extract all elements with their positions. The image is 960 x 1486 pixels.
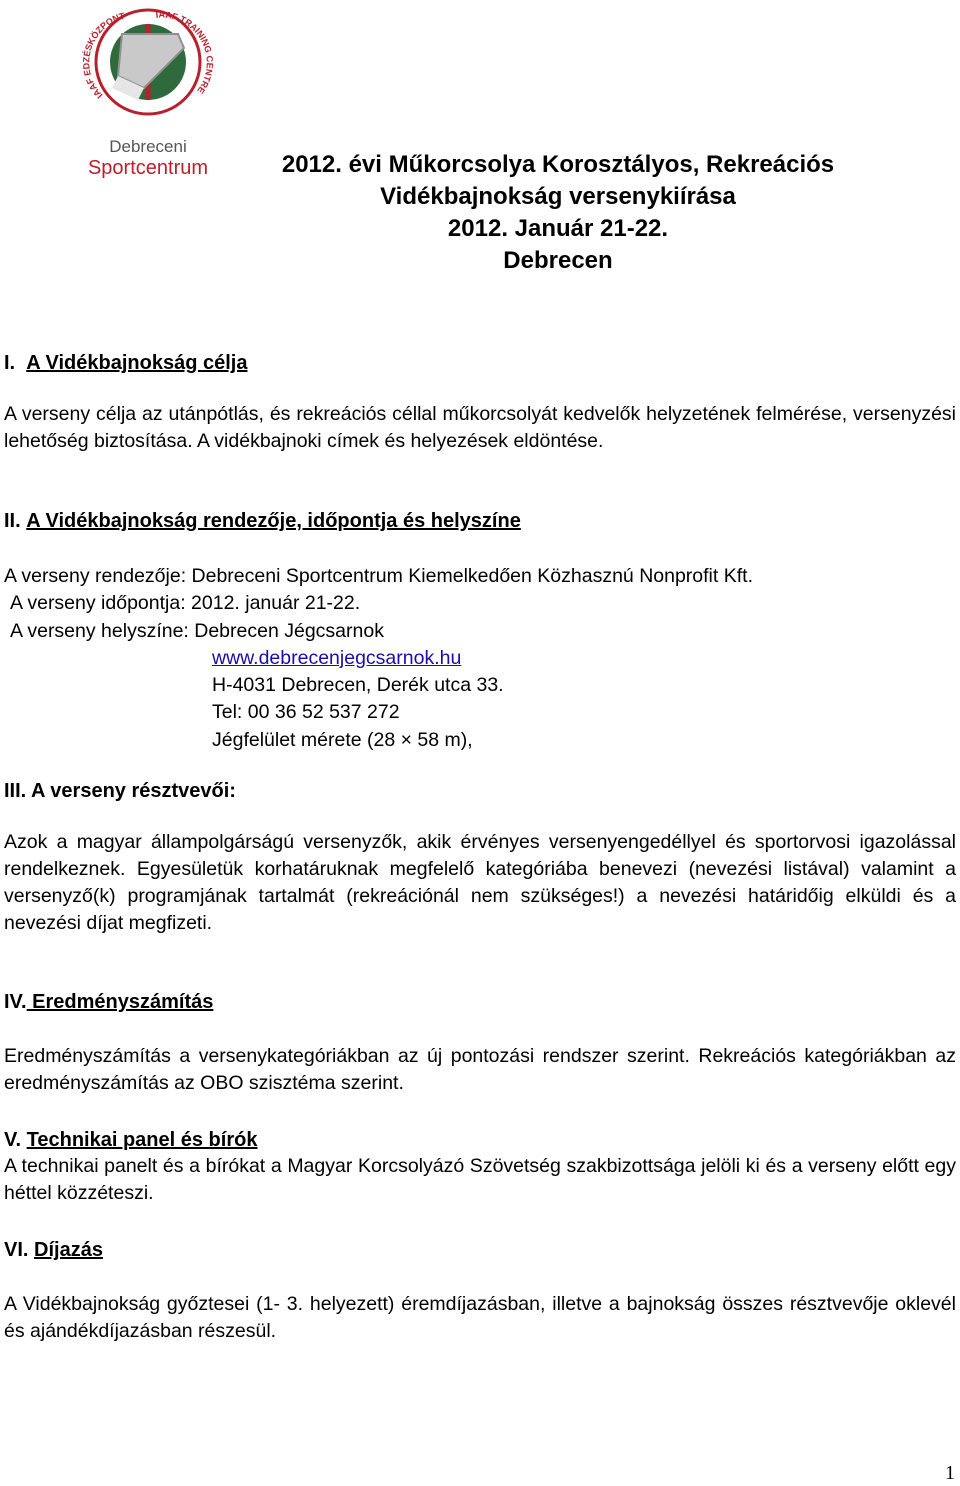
title-line-4: Debrecen xyxy=(503,247,613,274)
venue-address: H-4031 Debrecen, Derék utca 33. xyxy=(212,674,504,696)
section-4-number: IV. xyxy=(4,991,27,1013)
section-4-title: Eredményszámítás xyxy=(26,991,214,1013)
rink-size: Jégfelület mérete (28 × 58 m), xyxy=(212,729,473,751)
section-2-heading xyxy=(4,508,521,534)
section-2-title: A Vidékbajnokság rendezője, időpontja és helyszíne xyxy=(26,510,521,532)
section-6-title: Díjazás xyxy=(34,1239,103,1261)
section-5-body: A technikai panelt és a bírókat a Magyar Korcsolyázó Szövetség szakbizottsága jelöli ki és a verseny előtt egy héttel közzéteszi. xyxy=(4,1155,956,1204)
logo-ring-text-left: IAAF EDZÉSKÖZPONT xyxy=(81,10,126,101)
section-6-number: VI. xyxy=(4,1239,29,1261)
section-4-body: Eredményszámítás a versenykategóriákban az új pontozási rendszer szerint. Rekreációs kategóriákban az eredményszámítás az OBO szisztéma szerint. xyxy=(4,1045,956,1094)
section-4-heading xyxy=(4,989,213,1015)
date-line: A verseny időpontja: 2012. január 21-22. xyxy=(10,592,361,614)
page-number: 1 xyxy=(945,1462,955,1484)
section-3-heading: III. A verseny résztvevői: xyxy=(4,780,236,802)
logo-ring-text-right: IAAF TRAINING CENTRE xyxy=(155,9,215,96)
title-line-2: Vidékbajnokság versenykiírása xyxy=(380,183,736,210)
section-5-number: V. xyxy=(4,1129,22,1151)
section-6-heading xyxy=(4,1237,103,1263)
logo-name-line1: Debreceni xyxy=(109,137,187,156)
organizer-line: A verseny rendezője: Debreceni Sportcentrum Kiemelkedően Közhasznú Nonprofit Kft. xyxy=(4,565,753,587)
logo-name-line2: Sportcentrum xyxy=(87,157,209,179)
section-2-number: II. xyxy=(4,510,21,532)
section-1-heading xyxy=(4,350,247,376)
section-1-number: I. xyxy=(4,352,16,374)
venue-line: A verseny helyszíne: Debrecen Jégcsarnok xyxy=(10,620,384,642)
title-line-1: 2012. évi Műkorcsolya Korosztályos, Rekreációs xyxy=(281,151,835,178)
section-1-body: A verseny célja az utánpótlás, és rekreációs céllal műkorcsolyát kedvelők helyzetének felmérése, versenyzési lehetőség biztosítása. A vidékbajnoki címek és helyezések eldöntése. xyxy=(4,403,956,452)
section-5-title: Technikai panel és bírók xyxy=(26,1129,258,1151)
venue-website-link[interactable]: www.debrecenjegcsarnok.hu xyxy=(212,647,462,669)
section-3-body: Azok a magyar állampolgárságú versenyzők, akik érvényes versenyengedéllyel és sportorvosi igazolással rendelkeznek. Egyesületük korhatáruknak megfelelő kategóriába benevezi (nevezési listával) valamint a versenyző(k) programjának tartalmát (rekreációnál nem szükséges!) a nevezési határidőig elküldi és a nevezési díjat megfizeti. xyxy=(4,831,956,934)
section-1-title: A Vidékbajnokság célja xyxy=(26,352,248,374)
title-line-3: 2012. Január 21-22. xyxy=(447,215,669,242)
section-5-heading xyxy=(4,1127,257,1153)
section-6-body: A Vidékbajnokság győztesei (1- 3. helyezett) éremdíjazásban, illetve a bajnokság összes résztvevője oklevél és ajándékdíjazásban részesül. xyxy=(4,1293,956,1342)
venue-phone: Tel: 00 36 52 537 272 xyxy=(212,701,400,723)
